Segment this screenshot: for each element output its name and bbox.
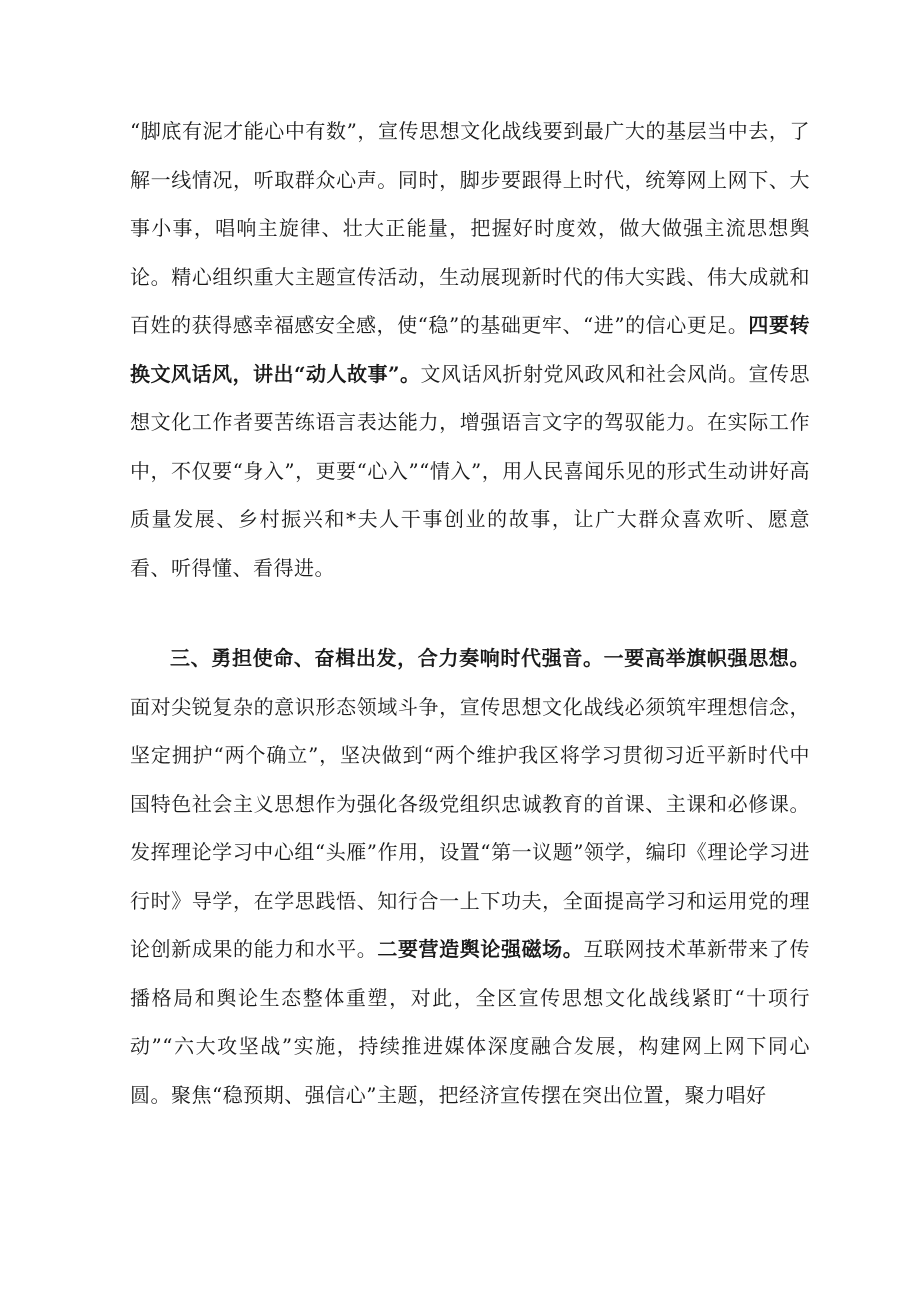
paragraph [130,634,810,1119]
paragraph-text: “脚底有泥才能心中有数”，宣传思想文化战线要到最广大的基层当中去，了解一线情况，听取群众心声。同时，脚步要跟得上时代，统筹网上网下、大事小事，唱响主旋律、壮大正能量，把握好时度效，做大做强主流思想舆论。精心组织重大主题宣传活动，生动展现新时代的伟大实践、伟大成就和百姓的获得感幸福感安全感，使“稳”的基础更牢、“进”的信心更足。 [130,119,810,337]
paragraph-continuation [130,107,810,592]
paragraph-text: 面对尖锐复杂的意识形态领域斗争，宣传思想文化战线必须筑牢理想信念，坚定拥护“两个确立”，坚决做到“两个维护我区将学习贯彻习近平新时代中国特色社会主义思想作为强化各级党组织忠诚教育的首课、主课和必修课。发挥理论学习中心组“头雁”作用，设置“第一议题”领学，编印《理论学习进行时》导学，在学思践悟、知行合一上下功夫，全面提高学习和运用党的理论创新成果的能力和水平。 [130,694,810,961]
paragraph-section-three [130,634,810,1119]
section-heading-bold: 三、勇担使命、奋楫出发，合力奏响时代强音。一要高举旗帜强思想。 [170,646,810,670]
paragraph-heading-bold: 四要转换文风话风，讲出“动人故事”。 [130,313,810,386]
paragraph-text: 互联网技术革新带来了传播格局和舆论生态整体重塑，对此，全区宣传思想文化战线紧盯“十项行动”“六大攻坚战”实施，持续推进媒体深度融合发展，构建网上网下同心圆。聚焦“稳预期、强信心”主题，把经济宣传摆在突出位置，聚力唱好 [130,937,810,1107]
paragraph [130,107,810,592]
subheading-bold: 二要营造舆论强磁场。 [377,937,584,961]
paragraph-text: 文风话风折射党风政风和社会风尚。宣传思想文化工作者要苦练语言表达能力，增强语言文字的驾驭能力。在实际工作中，不仅要“身入”，更要“心入”“情入”，用人民喜闻乐见的形式生动讲好高质量发展、乡村振兴和*夫人干事创业的故事，让广大群众喜欢听、愿意看、听得懂、看得进。 [130,361,811,580]
